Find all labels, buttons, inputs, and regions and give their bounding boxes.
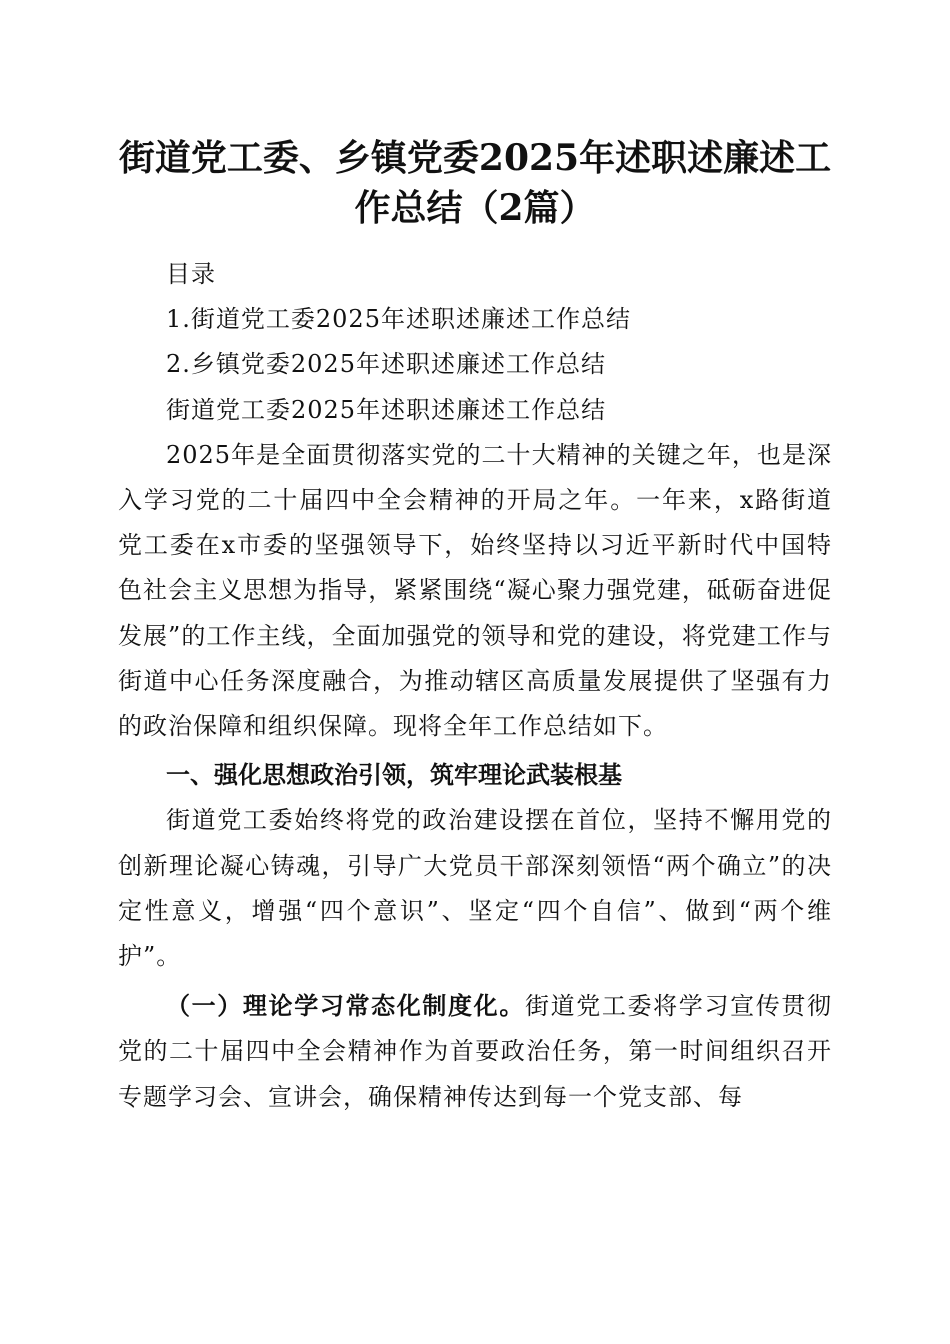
intro-paragraph: 2025年是全面贯彻落实党的二十大精神的关键之年，也是深入学习党的二十届四中全会精神的开局之年。一年来，x路街道党工委在x市委的坚强领导下，始终坚持以习近平新时代中国特色社会主义思想为指导，紧紧围绕“凝心聚力强党建，砥砺奋进促发展”的工作主线，全面加强党的领导和党的建设，将党建工作与街道中心任务深度融合，为推动辖区高质量发展提供了坚强有力的政治保障和组织保障。现将全年工作总结如下。 <box>118 440 832 741</box>
subsection-paragraph <box>118 983 832 1120</box>
subsection-text: 街道党工委将学习宣传贯彻党的二十届四中全会精神作为首要政治任务，第一时间组织召开专题学习会、宣讲会，确保精神传达到每一个党支部、每 <box>118 992 833 1111</box>
article-title: 街道党工委2025年述职述廉述工作总结 <box>166 395 607 424</box>
toc-item: 1.街道党工委2025年述职述廉述工作总结 <box>166 305 631 334</box>
document-body <box>118 252 832 1120</box>
document-title: 街道党工委、乡镇党委2025年述职述廉述工作总结（2篇） <box>118 137 832 229</box>
toc-item: 2.乡镇党委2025年述职述廉述工作总结 <box>166 350 606 379</box>
section-heading: 一、强化思想政治引领，筑牢理论武装根基 <box>166 761 622 790</box>
toc-label: 目录 <box>166 260 216 288</box>
section-paragraph: 街道党工委始终将党的政治建设摆在首位，坚持不懈用党的创新理论凝心铸魂，引导广大党员干部深刻领悟“两个确立”的决定性意义，增强“四个意识”、坚定“四个自信”、做到“两个维护”。 <box>118 806 832 971</box>
subsection-lead: （一）理论学习常态化制度化。 <box>166 991 525 1021</box>
